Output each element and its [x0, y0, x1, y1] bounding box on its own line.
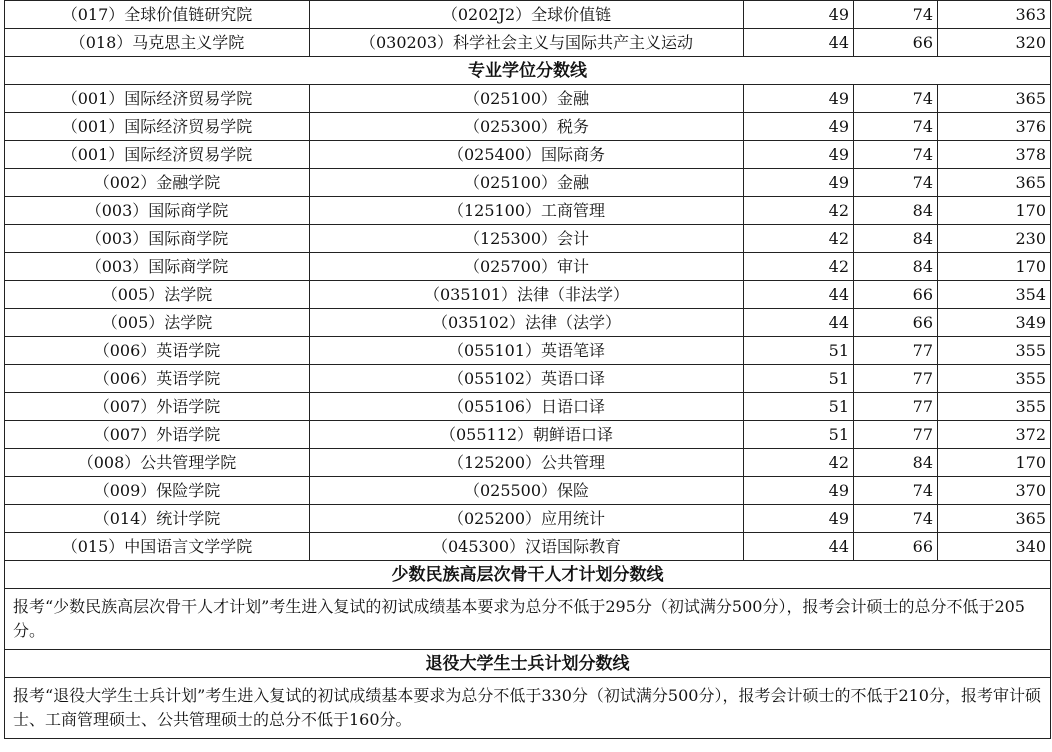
single-subject-score-cell: 42: [744, 225, 854, 253]
single-subject-score-cell-2: 74: [854, 1, 938, 29]
single-subject-score-cell: 49: [744, 141, 854, 169]
college-cell: （005）法学院: [5, 309, 310, 337]
table-row: [5, 365, 1051, 393]
single-subject-score-cell-2: 66: [854, 281, 938, 309]
table-row: [5, 393, 1051, 421]
single-subject-score-cell: 42: [744, 253, 854, 281]
total-score-cell: 376: [938, 113, 1051, 141]
section-title-minority: 少数民族高层次骨干人才计划分数线: [5, 561, 1051, 589]
table-row: [5, 505, 1051, 533]
veteran-section: [5, 650, 1051, 739]
total-score-cell: 170: [938, 197, 1051, 225]
single-subject-score-cell-2: 84: [854, 225, 938, 253]
single-subject-score-cell: 44: [744, 533, 854, 561]
table-row: [5, 1, 1051, 29]
single-subject-score-cell: 51: [744, 393, 854, 421]
single-subject-score-cell: 49: [744, 85, 854, 113]
major-cell: （125200）公共管理: [310, 449, 744, 477]
table-row: [5, 449, 1051, 477]
major-cell: （045300）汉语国际教育: [310, 533, 744, 561]
major-cell: （025500）保险: [310, 477, 744, 505]
college-cell: （001）国际经济贸易学院: [5, 141, 310, 169]
total-score-cell: 355: [938, 337, 1051, 365]
college-cell: （006）英语学院: [5, 337, 310, 365]
major-cell: （025400）国际商务: [310, 141, 744, 169]
section-title-veteran: 退役大学生士兵计划分数线: [5, 650, 1051, 678]
table-row: [5, 337, 1051, 365]
single-subject-score-cell-2: 74: [854, 505, 938, 533]
single-subject-score-cell-2: 77: [854, 365, 938, 393]
college-cell: （018）马克思主义学院: [5, 29, 310, 57]
total-score-cell: 355: [938, 393, 1051, 421]
total-score-cell: 170: [938, 253, 1051, 281]
major-cell: （025300）税务: [310, 113, 744, 141]
college-cell: （001）国际经济贸易学院: [5, 113, 310, 141]
total-score-cell: 355: [938, 365, 1051, 393]
single-subject-score-cell: 51: [744, 337, 854, 365]
table-row: [5, 85, 1051, 113]
college-cell: （007）外语学院: [5, 421, 310, 449]
total-score-cell: 349: [938, 309, 1051, 337]
total-score-cell: 363: [938, 1, 1051, 29]
single-subject-score-cell: 42: [744, 449, 854, 477]
table-row: [5, 533, 1051, 561]
table-row: [5, 29, 1051, 57]
table-row: [5, 281, 1051, 309]
table-row: [5, 253, 1051, 281]
single-subject-score-cell: 44: [744, 29, 854, 57]
total-score-cell: 372: [938, 421, 1051, 449]
minority-note: 报考“少数民族高层次骨干人才计划”考生进入复试的初试成绩基本要求为总分不低于295分（初试满分500分），报考会计硕士的总分不低于205分。: [5, 589, 1051, 650]
total-score-cell: 378: [938, 141, 1051, 169]
single-subject-score-cell: 51: [744, 365, 854, 393]
single-subject-score-cell: 51: [744, 421, 854, 449]
college-cell: （003）国际商学院: [5, 197, 310, 225]
minority-section: [5, 561, 1051, 650]
single-subject-score-cell-2: 74: [854, 169, 938, 197]
single-subject-score-cell: 49: [744, 169, 854, 197]
major-cell: （025200）应用统计: [310, 505, 744, 533]
single-subject-score-cell-2: 77: [854, 337, 938, 365]
single-subject-score-cell: 42: [744, 197, 854, 225]
college-cell: （007）外语学院: [5, 393, 310, 421]
single-subject-score-cell: 44: [744, 309, 854, 337]
single-subject-score-cell-2: 74: [854, 113, 938, 141]
college-cell: （014）统计学院: [5, 505, 310, 533]
professional-rows: [5, 85, 1051, 561]
total-score-cell: 370: [938, 477, 1051, 505]
college-cell: （003）国际商学院: [5, 225, 310, 253]
total-score-cell: 320: [938, 29, 1051, 57]
veteran-note: 报考“退役大学生士兵计划”考生进入复试的初试成绩基本要求为总分不低于330分（初试满分500分），报考会计硕士的不低于210分，报考审计硕士、工商管理硕士、公共管理硕士的总分不低于160分。: [5, 678, 1051, 739]
major-cell: （125100）工商管理: [310, 197, 744, 225]
college-cell: （008）公共管理学院: [5, 449, 310, 477]
score-table: [4, 0, 1051, 739]
college-cell: （006）英语学院: [5, 365, 310, 393]
table-row: [5, 225, 1051, 253]
total-score-cell: 365: [938, 505, 1051, 533]
major-cell: （055101）英语笔译: [310, 337, 744, 365]
single-subject-score-cell-2: 84: [854, 253, 938, 281]
table-row: [5, 421, 1051, 449]
major-cell: （0202J2）全球价值链: [310, 1, 744, 29]
college-cell: （003）国际商学院: [5, 253, 310, 281]
total-score-cell: 230: [938, 225, 1051, 253]
section-title-professional: 专业学位分数线: [5, 57, 1051, 85]
college-cell: （001）国际经济贸易学院: [5, 85, 310, 113]
single-subject-score-cell: 49: [744, 1, 854, 29]
single-subject-score-cell-2: 66: [854, 309, 938, 337]
single-subject-score-cell-2: 84: [854, 449, 938, 477]
single-subject-score-cell-2: 74: [854, 477, 938, 505]
major-cell: （025100）金融: [310, 85, 744, 113]
professional-section-header: [5, 57, 1051, 85]
single-subject-score-cell-2: 77: [854, 393, 938, 421]
college-cell: （009）保险学院: [5, 477, 310, 505]
major-cell: （035101）法律（非法学）: [310, 281, 744, 309]
major-cell: （055106）日语口译: [310, 393, 744, 421]
single-subject-score-cell-2: 77: [854, 421, 938, 449]
single-subject-score-cell-2: 74: [854, 141, 938, 169]
single-subject-score-cell: 44: [744, 281, 854, 309]
major-cell: （125300）会计: [310, 225, 744, 253]
total-score-cell: 354: [938, 281, 1051, 309]
total-score-cell: 170: [938, 449, 1051, 477]
college-cell: （015）中国语言文学学院: [5, 533, 310, 561]
table-row: [5, 169, 1051, 197]
single-subject-score-cell: 49: [744, 477, 854, 505]
table-row: [5, 113, 1051, 141]
academic-rows-tail: [5, 1, 1051, 57]
major-cell: （025700）审计: [310, 253, 744, 281]
table-row: [5, 197, 1051, 225]
total-score-cell: 365: [938, 85, 1051, 113]
college-cell: （005）法学院: [5, 281, 310, 309]
major-cell: （055102）英语口译: [310, 365, 744, 393]
single-subject-score-cell-2: 66: [854, 29, 938, 57]
college-cell: （002）金融学院: [5, 169, 310, 197]
single-subject-score-cell-2: 84: [854, 197, 938, 225]
single-subject-score-cell: 49: [744, 113, 854, 141]
major-cell: （055112）朝鲜语口译: [310, 421, 744, 449]
major-cell: （030203）科学社会主义与国际共产主义运动: [310, 29, 744, 57]
total-score-cell: 365: [938, 169, 1051, 197]
major-cell: （035102）法律（法学）: [310, 309, 744, 337]
table-row: [5, 477, 1051, 505]
single-subject-score-cell-2: 66: [854, 533, 938, 561]
single-subject-score-cell: 49: [744, 505, 854, 533]
major-cell: （025100）金融: [310, 169, 744, 197]
table-row: [5, 309, 1051, 337]
single-subject-score-cell-2: 74: [854, 85, 938, 113]
college-cell: （017）全球价值链研究院: [5, 1, 310, 29]
table-row: [5, 141, 1051, 169]
total-score-cell: 340: [938, 533, 1051, 561]
